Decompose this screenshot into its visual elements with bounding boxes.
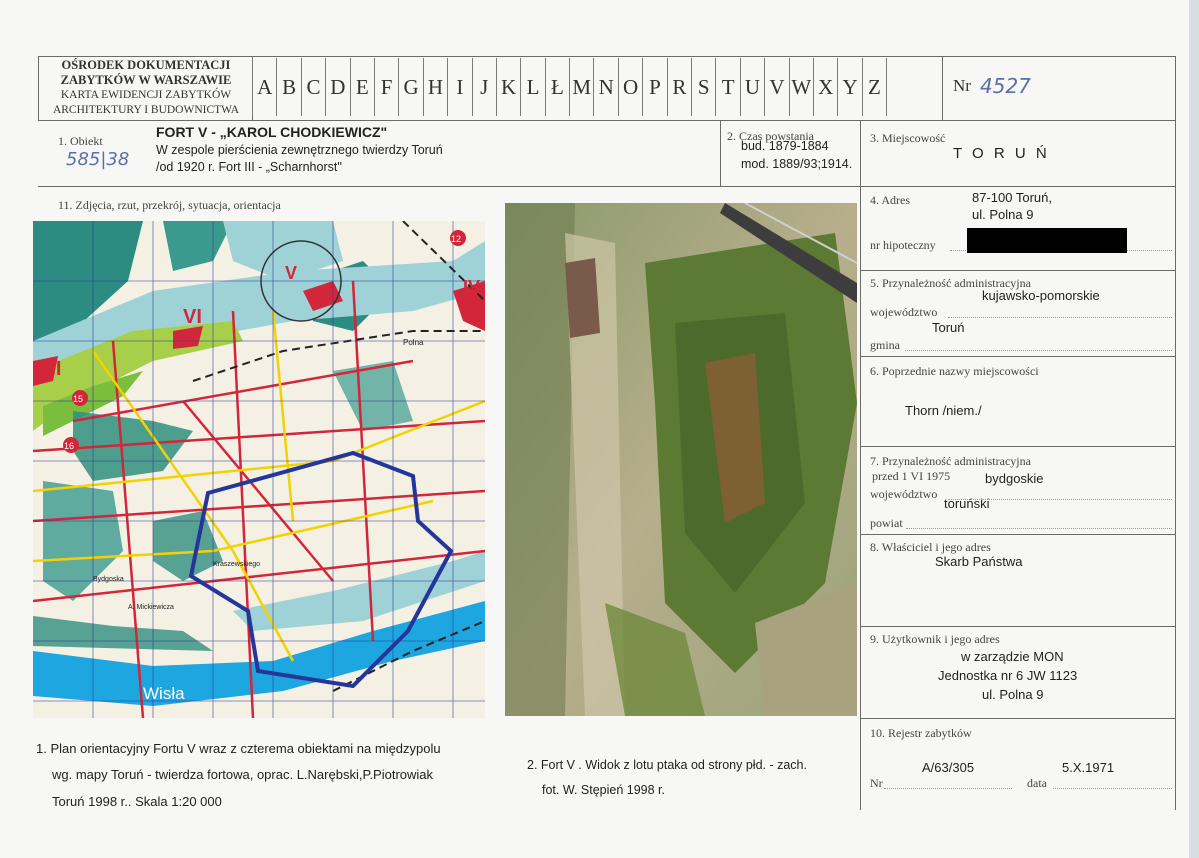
frame-top [38,56,1176,57]
field2-label: 2. Czas powstania [727,129,814,143]
town-value: T O R U Ń [953,145,1050,162]
institution-line-2: ZABYTKÓW W WARSZAWIE [60,73,232,87]
letter-c: C [301,58,325,116]
map-label-river: Wisła [143,684,185,703]
letter-v: V [764,58,788,116]
frame-right-body [1175,120,1176,810]
frame-left-header [38,56,39,120]
field10-label: 10. Rejestr zabytków [870,726,972,740]
hipoteczny-label: nr hipoteczny [870,238,936,252]
map-label-kraszewskiego: Kraszewskiego [213,561,261,568]
field9-label: 9. Użytkownik i jego adres [870,632,1000,646]
letter-d: D [325,58,349,116]
letter-o: O [618,58,642,116]
sec7-bottom [860,534,1176,535]
field4-label: 4. Adres [870,193,910,207]
voivodeship-label: województwo [870,305,938,319]
field6-label: 6. Poprzednie nazwy miejscowości [870,364,1039,378]
header-bottom [38,120,1176,121]
user-line-2: Jednostka nr 6 JW 1123 [938,668,1078,683]
letter-e: E [350,58,374,116]
field7-label-2: przed 1 VI 1975 [872,469,951,483]
letter-t: T [715,58,739,116]
user-line-1: w zarządzie MON [961,649,1064,664]
nr-label: Nr [953,76,971,95]
letter-j: J [472,58,496,116]
field7-label: 7. Przynależność administracyjna [870,454,1031,468]
letter-n: N [593,58,617,116]
letter-l-stroke: Ł [545,58,569,116]
gmina-value: Toruń [932,320,965,335]
letter-f: F [374,58,398,116]
map-label-polna: Polna [403,338,424,347]
letter-s: S [691,58,715,116]
field1-label: 1. Obiekt [58,134,103,148]
map-label-fort6: VI [183,306,202,328]
caption2-line-1: 2. Fort V . Widok z lotu ptaka od strony płd. - zach. [527,758,807,772]
letter-i: I [447,58,471,116]
object-title: FORT V - „KAROL CHODKIEWICZ" [156,124,388,140]
caption2-line-2: fot. W. Stępień 1998 r. [542,783,665,797]
register-date: 5.X.1971 [1062,760,1115,775]
map-svg [33,221,485,718]
sec5-bottom [860,356,1176,357]
user-line-3: ul. Polna 9 [982,687,1044,702]
letter-p: P [642,58,666,116]
object-line-3: /od 1920 r. Fort III - „Scharnhorst" [156,160,342,174]
map-label-fort7: VII [37,358,62,380]
letter-y: Y [837,58,861,116]
field3-label: 3. Miejscowość [870,131,946,145]
institution-block [40,58,252,118]
caption1-line-1: 1. Plan orientacyjny Fortu V wraz z czterema obiektami na międzypolu [36,741,441,756]
gmina-dots [905,350,1172,351]
powiat-dots [906,528,1172,529]
register-nr-label: Nr [870,776,883,790]
map-label-fort5: V [285,263,298,283]
frame-right [1175,56,1176,120]
map-marker-12: 12 [451,234,462,244]
institution-line-3: KARTA EWIDENCJI ZABYTKÓW [60,89,232,101]
map-marker-16: 16 [64,441,75,451]
letter-k: K [496,58,520,116]
letter-x: X [813,58,837,116]
alphabet-index [252,58,887,118]
letter-z: Z [862,58,887,116]
address-line-2: ul. Polna 9 [972,207,1034,222]
gmina-label: gmina [870,338,900,352]
register-number: A/63/305 [922,760,975,775]
letter-w: W [789,58,813,116]
sec6-bottom [860,446,1176,447]
caption1-line-2: wg. mapy Toruń - twierdza fortowa, oprac. L.Narębski,P.Piotrowiak [52,767,434,782]
register-data-label: data [1027,776,1047,790]
caption1-line-3: Toruń 1998 r.. Skala 1:20 000 [52,794,222,809]
letter-l: L [520,58,544,116]
map-label-bydgoska: Bydgoska [93,576,124,583]
address-line-1: 87-100 Toruń, [972,190,1052,205]
powiat-label: powiat [870,516,903,530]
register-nr-dots [884,788,1012,789]
map-label-mickiewicza: A. Mickiewicza [128,604,174,611]
powiat-value: toruński [944,496,990,511]
letter-g: G [398,58,422,116]
map-marker-15: 15 [73,394,84,404]
register-data-dots [1053,788,1172,789]
object-line-2: W zespole pierścienia zewnętrznego twierdzy Toruń [156,143,443,157]
voivodeship-dots [948,317,1172,318]
letter-m: M [569,58,593,116]
row1-bottom [38,186,1176,187]
date-modified: mod. 1889/93;1914. [741,157,853,171]
sec9-bottom [860,718,1176,719]
aerial-svg [505,203,857,716]
letter-h: H [423,58,447,116]
sec8-bottom [860,626,1176,627]
field8-label: 8. Właściciel i jego adres [870,540,991,554]
owner-value: Skarb Państwa [935,554,1023,569]
letter-r: R [667,58,691,116]
field11-label: 11. Zdjęcia, rzut, przekrój, sytuacja, orientacja [58,198,281,212]
field5-label: 5. Przynależność administracyjna [870,276,1031,290]
former-voivodeship-label: województwo [870,487,938,501]
nr-divider [942,56,943,120]
redaction-bar [967,228,1127,253]
institution-line-4: ARCHITEKTURY I BUDOWNICTWA [52,104,240,116]
date-built: bud. 1879-1884 [741,139,829,153]
field1-handwritten: 585|38 [66,149,130,170]
map-label-fort4: IV [463,277,481,297]
orientation-map [33,221,485,718]
former-voivodeship-value: bydgoskie [985,471,1044,486]
institution-line-1: OŚRODEK DOKUMENTACJI [61,58,231,72]
col-divider-2 [720,120,721,186]
sec4-bottom [860,270,1176,271]
col-divider-main [860,120,861,810]
letter-u: U [740,58,764,116]
former-name: Thorn /niem./ [905,403,982,418]
nr-handwritten: 4527 [980,74,1031,98]
scan-edge [1189,0,1199,858]
former-voivodeship-dots [948,499,1172,500]
voivodeship-value: kujawsko-pomorskie [982,288,1100,303]
letter-b: B [276,58,300,116]
aerial-photo [505,203,857,716]
letter-a: A [252,58,276,116]
